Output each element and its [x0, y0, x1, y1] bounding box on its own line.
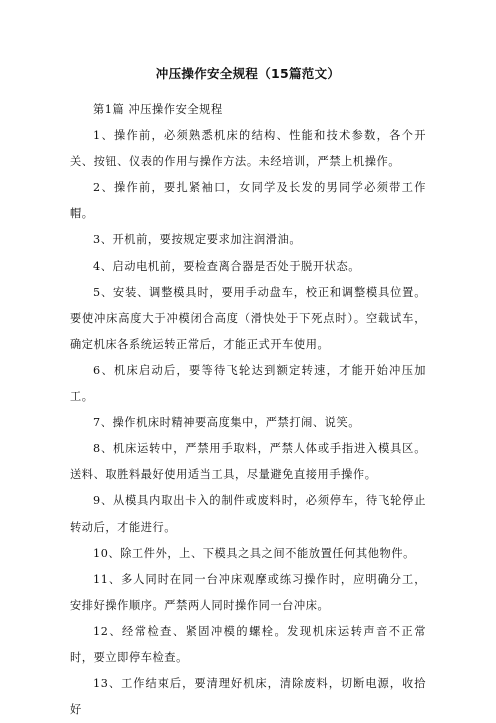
paragraph-8: 8、机床运转中，严禁用手取料，严禁人体或手指进入模具区。送料、取胜料最好使用适当工具，尽量避免直接用手操作。 [70, 442, 426, 482]
paragraph-6: 6、机床启动后，要等待飞轮达到额定转速，才能开始冲压加工。 [70, 363, 426, 404]
paragraph-10: 10、除工件外，上、下模具之具之间不能放置任何其他物件。 [93, 546, 415, 560]
paragraph-4: 4、启动电机前，要检查离合器是否处于脱开状态。 [93, 259, 361, 273]
paragraph-11: 11、多人同时在同一台冲床观摩或练习操作时，应明确分工，安排好操作顺序。严禁两人同时操作同一台冲床。 [70, 572, 426, 612]
paragraph-3: 3、开机前，要按规定要求加注润滑油。 [93, 233, 302, 247]
paragraph-2: 2、操作前，要扎紧袖口，女同学及长发的男同学必须带工作帽。 [70, 181, 426, 221]
document-body [70, 97, 426, 723]
paragraph-5: 5、安装、调整模具时，要用手动盘车，校正和调整模具位置。要使冲床高度大于冲模闭合高度（滑快处于下死点时）。空载试车，确定机床各系统运转正常后，才能正式开车使用。 [70, 285, 426, 351]
paragraph-7: 7、操作机床时精神要高度集中，严禁打闹、说笑。 [93, 416, 361, 430]
document-title: 冲压操作安全规程（15篇范文） [155, 66, 341, 81]
paragraph-9: 9、从模具内取出卡入的制件或废料时，必须停车，待飞轮停止转动后，才能进行。 [70, 494, 426, 534]
section-heading: 第1篇 冲压操作安全规程 [93, 103, 223, 116]
paragraph-1: 1、操作前，必须熟悉机床的结构、性能和技术参数，各个开关、按钮、仪表的作用与操作方法。未经培训，严禁上机操作。 [70, 129, 426, 169]
paragraph-12: 12、经常检查、紧固冲模的螺栓。发现机床运转声音不正常时，要立即停车检查。 [70, 624, 426, 664]
paragraph-13: 13、工作结束后，要清理好机床，清除废料，切断电源，收拾好 [70, 677, 426, 717]
